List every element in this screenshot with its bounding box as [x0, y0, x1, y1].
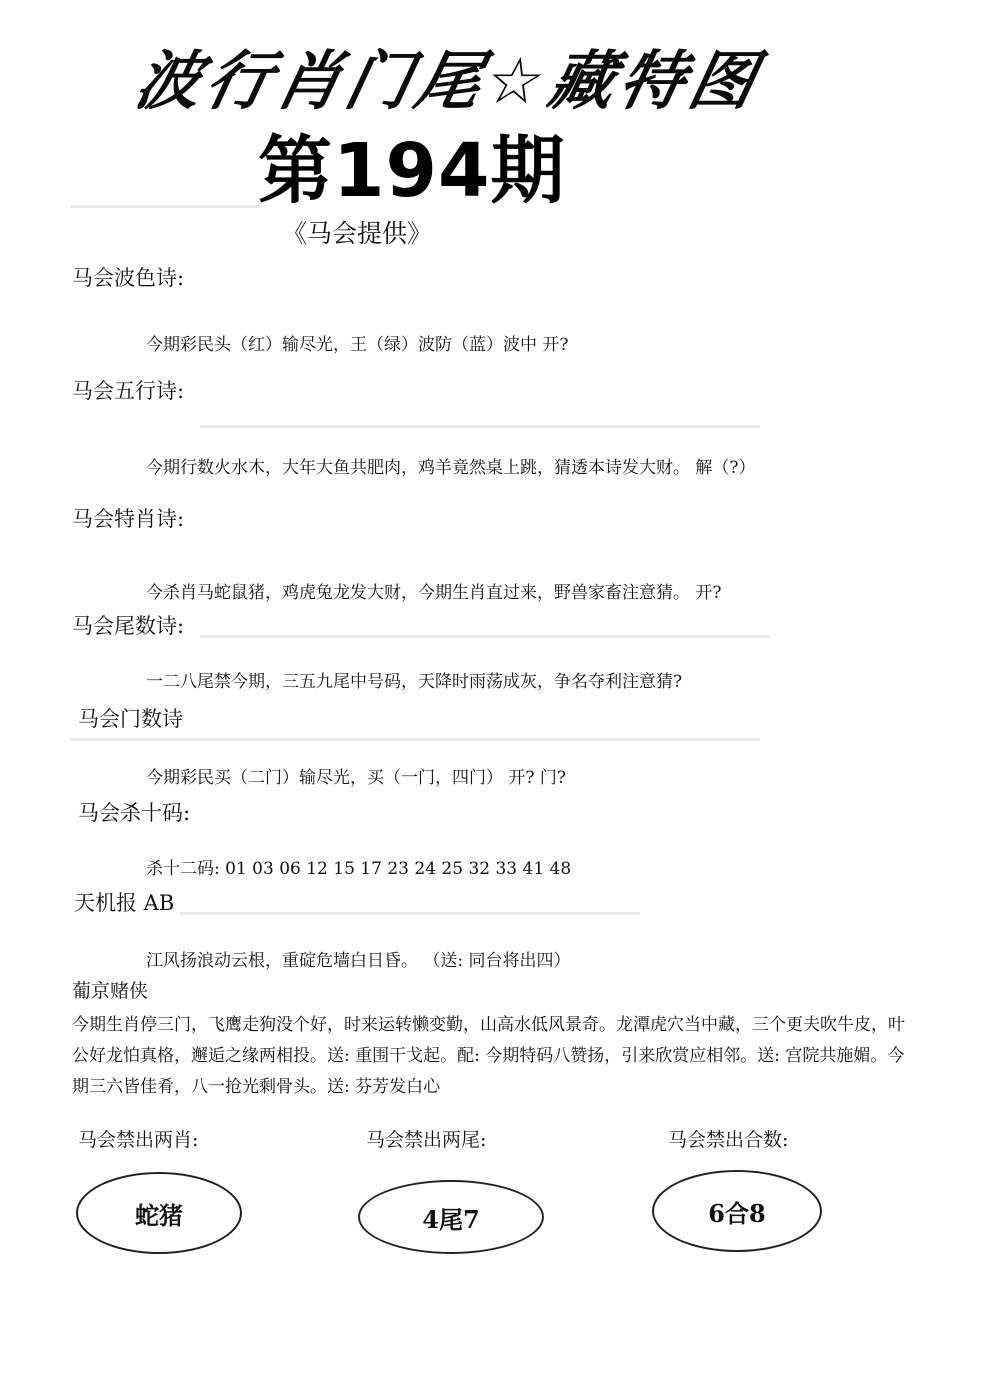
section-heading-special-zodiac: 马会特肖诗:: [72, 507, 185, 531]
scan-smudge: [180, 912, 640, 915]
ban-oval-zodiac: [76, 1172, 242, 1254]
scan-smudge: [70, 205, 260, 208]
section-text-wave-color: 今期彩民头（红）输尽光，王（绿）波防（蓝）波中 开?: [146, 335, 569, 355]
ban-value-sum: 6合8: [708, 1198, 766, 1228]
section-text-gamble: 今期生肖停三门，飞鹰走狗没个好，时来运转懒变勤，山高水低风景奇。龙潭虎穴当中藏，三个更夫吹牛皮，叶公好龙怕真格，邂逅之缘两相投。送: 重围干戈起。配: 今期特码八赞扬，引来欣赏应相邻。送: 宫院共施媚。今期三六皆佳肴，八一抢光剩骨头。送: 芬芳发白心: [72, 1015, 905, 1097]
provider-label: 《马会提供》: [282, 219, 433, 248]
ban-oval-sum: [652, 1170, 822, 1252]
ban-value-tail: 4尾7: [422, 1204, 480, 1234]
section-heading-wave-color: 马会波色诗:: [72, 266, 185, 290]
banner-title: 波行肖门尾☆藏特图: [128, 45, 768, 119]
scan-smudge: [70, 738, 760, 741]
section-heading-tianji: 天机报 AB: [74, 891, 175, 915]
section-heading-kill-codes: 马会杀十码:: [78, 801, 191, 825]
section-text-tail-number: 一二八尾禁今期，三五九尾中号码，天降时雨荡成灰，争名夺利注意猜?: [146, 672, 683, 692]
scan-smudge: [200, 635, 770, 638]
section-text-special-zodiac: 今杀肖马蛇鼠猪，鸡虎兔龙发大财，今期生肖直过来，野兽家畜注意猜。 开?: [146, 583, 722, 603]
ban-oval-tail: [358, 1180, 544, 1254]
ban-label-tail: 马会禁出两尾:: [366, 1129, 487, 1151]
section-heading-door-number: 马会门数诗: [78, 707, 183, 731]
section-text-kill-codes: 杀十二码: 01 03 06 12 15 17 23 24 25 32 33 41 48: [146, 859, 572, 879]
section-heading-tail-number: 马会尾数诗:: [72, 614, 185, 638]
ban-label-sum: 马会禁出合数:: [668, 1129, 789, 1151]
ban-label-zodiac: 马会禁出两肖:: [78, 1129, 199, 1151]
section-heading-five-elements: 马会五行诗:: [72, 379, 185, 403]
scan-smudge: [200, 425, 760, 428]
issue-number: 第194期: [258, 128, 566, 214]
section-text-door-number: 今期彩民买（二门）输尽光，买（一门，四门） 开? 门?: [146, 768, 567, 788]
section-text-tianji: 江风扬浪动云根，重碇危墙白日昏。 （送: 同台将出四）: [146, 951, 571, 971]
section-text-five-elements: 今期行数火水木，大年大鱼共肥肉，鸡羊竟然桌上跳，猜透本诗发大财。 解（?）: [146, 458, 756, 478]
section-heading-gamble: 葡京赌侠: [72, 980, 149, 1002]
ban-value-zodiac: 蛇猪: [135, 1200, 183, 1230]
